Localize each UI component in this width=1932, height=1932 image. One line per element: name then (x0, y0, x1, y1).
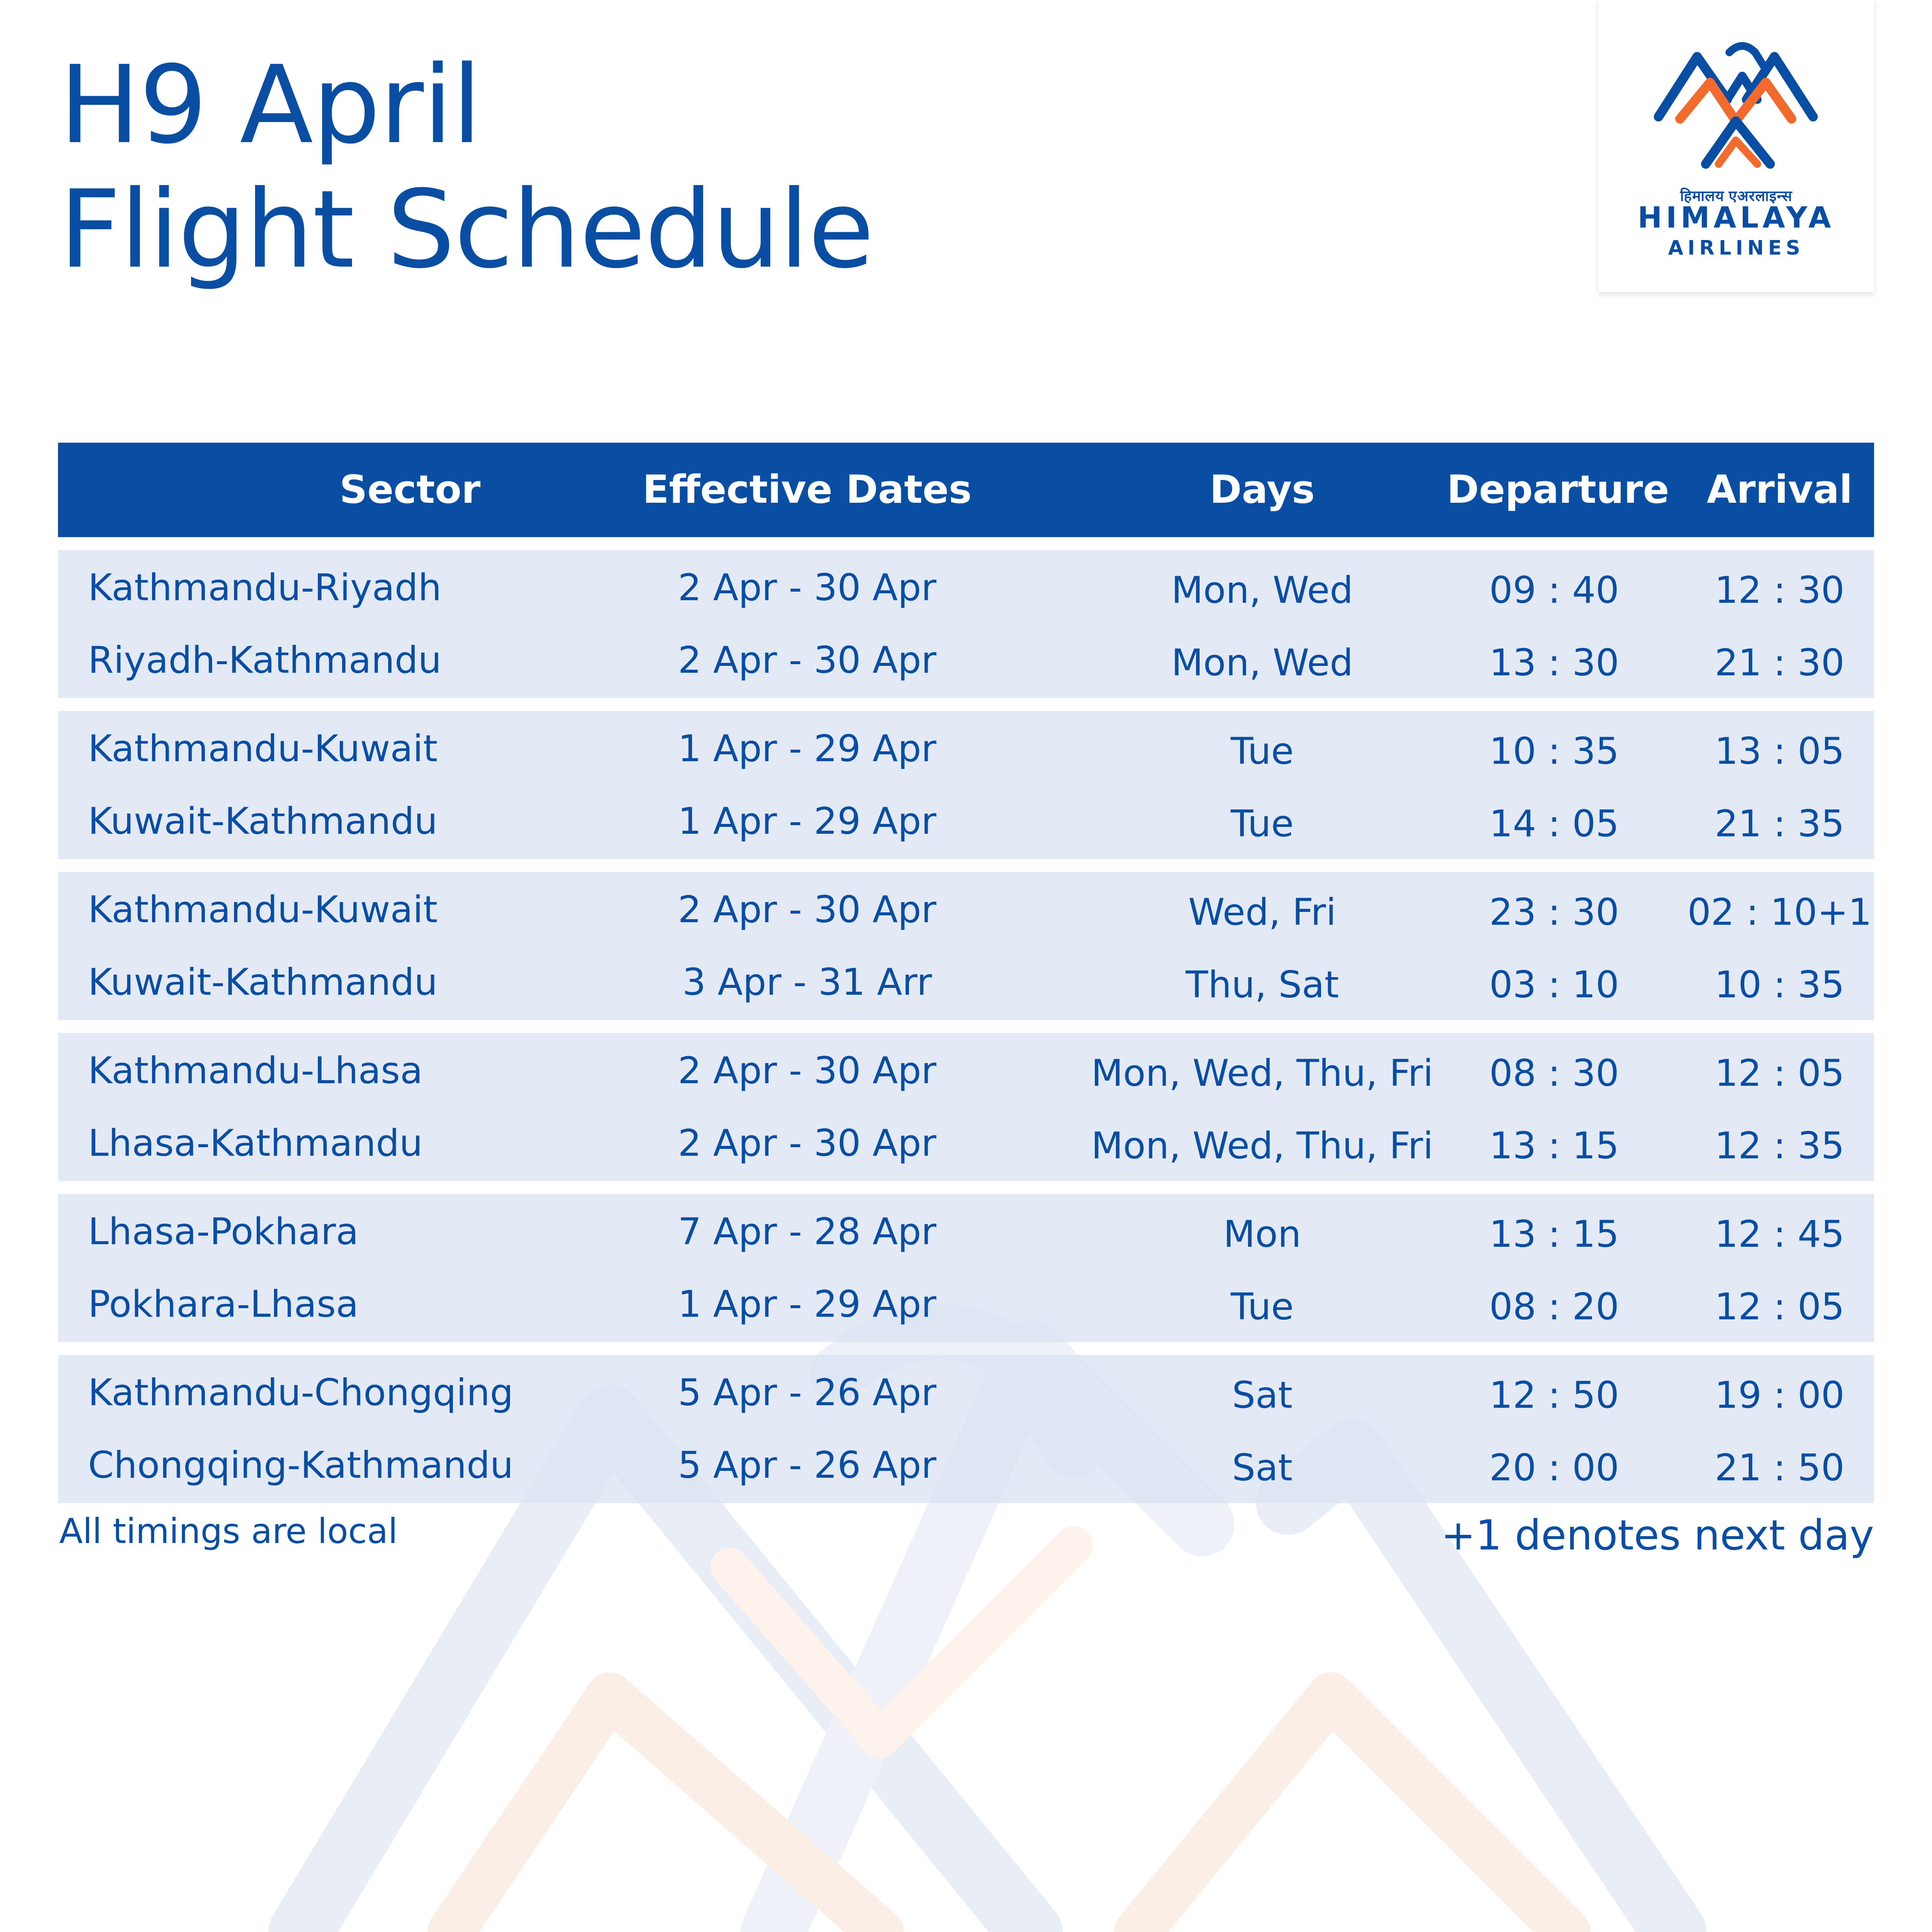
table-row (58, 620, 1874, 701)
cell-effective-dates: 5 Apr - 26 Apr (677, 1371, 937, 1414)
cell-departure: 14 : 05 (1489, 802, 1619, 845)
cell-departure: 13 : 30 (1489, 641, 1619, 684)
cell-sector: Lhasa-Pokhara (88, 1210, 359, 1253)
cell-days: Mon, Wed, Thu, Fri (1091, 1052, 1434, 1095)
header-days: Days (1209, 467, 1315, 512)
logo-name: HIMALAYA (1637, 201, 1835, 235)
table-row (58, 870, 1874, 950)
cell-departure: 08 : 30 (1489, 1052, 1619, 1095)
table-row (58, 942, 1874, 1023)
footnote-local-timings: All timings are local (59, 1511, 398, 1551)
cell-arrival: 12 : 35 (1714, 1124, 1845, 1167)
cell-effective-dates: 2 Apr - 30 Apr (677, 639, 937, 682)
cell-departure: 23 : 30 (1489, 891, 1619, 934)
cell-effective-dates: 2 Apr - 30 Apr (677, 566, 937, 609)
cell-sector: Kathmandu-Chongqing (88, 1371, 513, 1414)
cell-departure: 08 : 20 (1489, 1285, 1619, 1328)
cell-arrival: 21 : 35 (1714, 802, 1845, 845)
cell-days: Sat (1232, 1374, 1293, 1417)
cell-days: Sat (1232, 1446, 1293, 1489)
table-row (58, 1103, 1874, 1184)
cell-arrival: 12 : 05 (1714, 1285, 1845, 1328)
cell-arrival: 12 : 30 (1714, 569, 1845, 612)
page-title-line1: H9 April (59, 43, 481, 167)
cell-days: Mon, Wed (1171, 569, 1353, 612)
cell-arrival: 21 : 30 (1714, 641, 1845, 684)
header-departure: Departure (1447, 467, 1669, 512)
page-title-line2: Flight Schedule (59, 167, 874, 292)
cell-effective-dates: 3 Apr - 31 Arr (682, 961, 932, 1004)
cell-effective-dates: 2 Apr - 30 Apr (677, 888, 937, 931)
cell-arrival: 13 : 05 (1714, 730, 1845, 773)
row-group (58, 872, 1874, 1020)
table-header (58, 443, 1874, 537)
cell-arrival: 10 : 35 (1714, 963, 1845, 1006)
cell-days: Tue (1230, 730, 1294, 773)
table-row (58, 1264, 1874, 1345)
table-row (58, 709, 1874, 789)
cell-arrival: 21 : 50 (1714, 1446, 1845, 1489)
airline-logo (1598, 0, 1874, 292)
cell-effective-dates: 2 Apr - 30 Apr (677, 1049, 937, 1092)
cell-days: Thu, Sat (1185, 963, 1339, 1006)
table-row (58, 1192, 1874, 1272)
row-group (58, 1033, 1874, 1181)
cell-effective-dates: 2 Apr - 30 Apr (677, 1122, 937, 1165)
logo-native-text: हिमालय एअरलाइन्स (1680, 188, 1792, 204)
cell-sector: Lhasa-Kathmandu (88, 1122, 423, 1165)
cell-sector: Chongqing-Kathmandu (88, 1444, 513, 1487)
cell-sector: Kathmandu-Lhasa (88, 1049, 423, 1092)
himalaya-mountain-bird-icon (1650, 35, 1823, 177)
table-row (58, 781, 1874, 862)
cell-departure: 03 : 10 (1489, 963, 1619, 1006)
cell-departure: 10 : 35 (1489, 730, 1619, 773)
row-group (58, 1355, 1874, 1503)
cell-days: Tue (1230, 1285, 1294, 1328)
cell-departure: 20 : 00 (1489, 1446, 1619, 1489)
cell-departure: 13 : 15 (1489, 1124, 1619, 1167)
cell-days: Mon, Wed (1171, 641, 1353, 684)
cell-effective-dates: 1 Apr - 29 Apr (677, 1283, 937, 1326)
cell-departure: 13 : 15 (1489, 1213, 1619, 1256)
cell-sector: Kathmandu-Riyadh (88, 566, 442, 609)
row-group (58, 1194, 1874, 1342)
row-group (58, 550, 1874, 698)
cell-sector: Riyadh-Kathmandu (88, 639, 442, 682)
header-sector: Sector (339, 467, 481, 512)
cell-arrival: 02 : 10+1 (1687, 891, 1872, 934)
cell-days: Tue (1230, 802, 1294, 845)
table-row (58, 548, 1874, 628)
cell-effective-dates: 7 Apr - 28 Apr (677, 1210, 937, 1253)
cell-effective-dates: 5 Apr - 26 Apr (677, 1444, 937, 1487)
table-row (58, 1425, 1874, 1506)
table-row (58, 1031, 1874, 1111)
cell-arrival: 12 : 45 (1714, 1213, 1845, 1256)
cell-days: Mon, Wed, Thu, Fri (1091, 1124, 1434, 1167)
footnote-next-day: +1 denotes next day (1441, 1511, 1874, 1559)
cell-sector: Kuwait-Kathmandu (88, 800, 438, 843)
cell-effective-dates: 1 Apr - 29 Apr (677, 800, 937, 843)
table-row (58, 1353, 1874, 1433)
cell-arrival: 12 : 05 (1714, 1052, 1845, 1095)
header-arrival: Arrival (1707, 467, 1853, 512)
cell-sector: Pokhara-Lhasa (88, 1283, 359, 1326)
row-group (58, 711, 1874, 859)
cell-departure: 12 : 50 (1489, 1374, 1619, 1417)
cell-days: Wed, Fri (1188, 891, 1337, 934)
cell-effective-dates: 1 Apr - 29 Apr (677, 727, 937, 770)
cell-sector: Kathmandu-Kuwait (88, 888, 438, 931)
header-effective-dates: Effective Dates (642, 467, 972, 512)
cell-sector: Kathmandu-Kuwait (88, 727, 438, 770)
cell-arrival: 19 : 00 (1714, 1374, 1845, 1417)
logo-subname: AIRLINES (1668, 236, 1804, 259)
cell-departure: 09 : 40 (1489, 569, 1619, 612)
cell-sector: Kuwait-Kathmandu (88, 961, 438, 1004)
cell-days: Mon (1223, 1213, 1301, 1256)
